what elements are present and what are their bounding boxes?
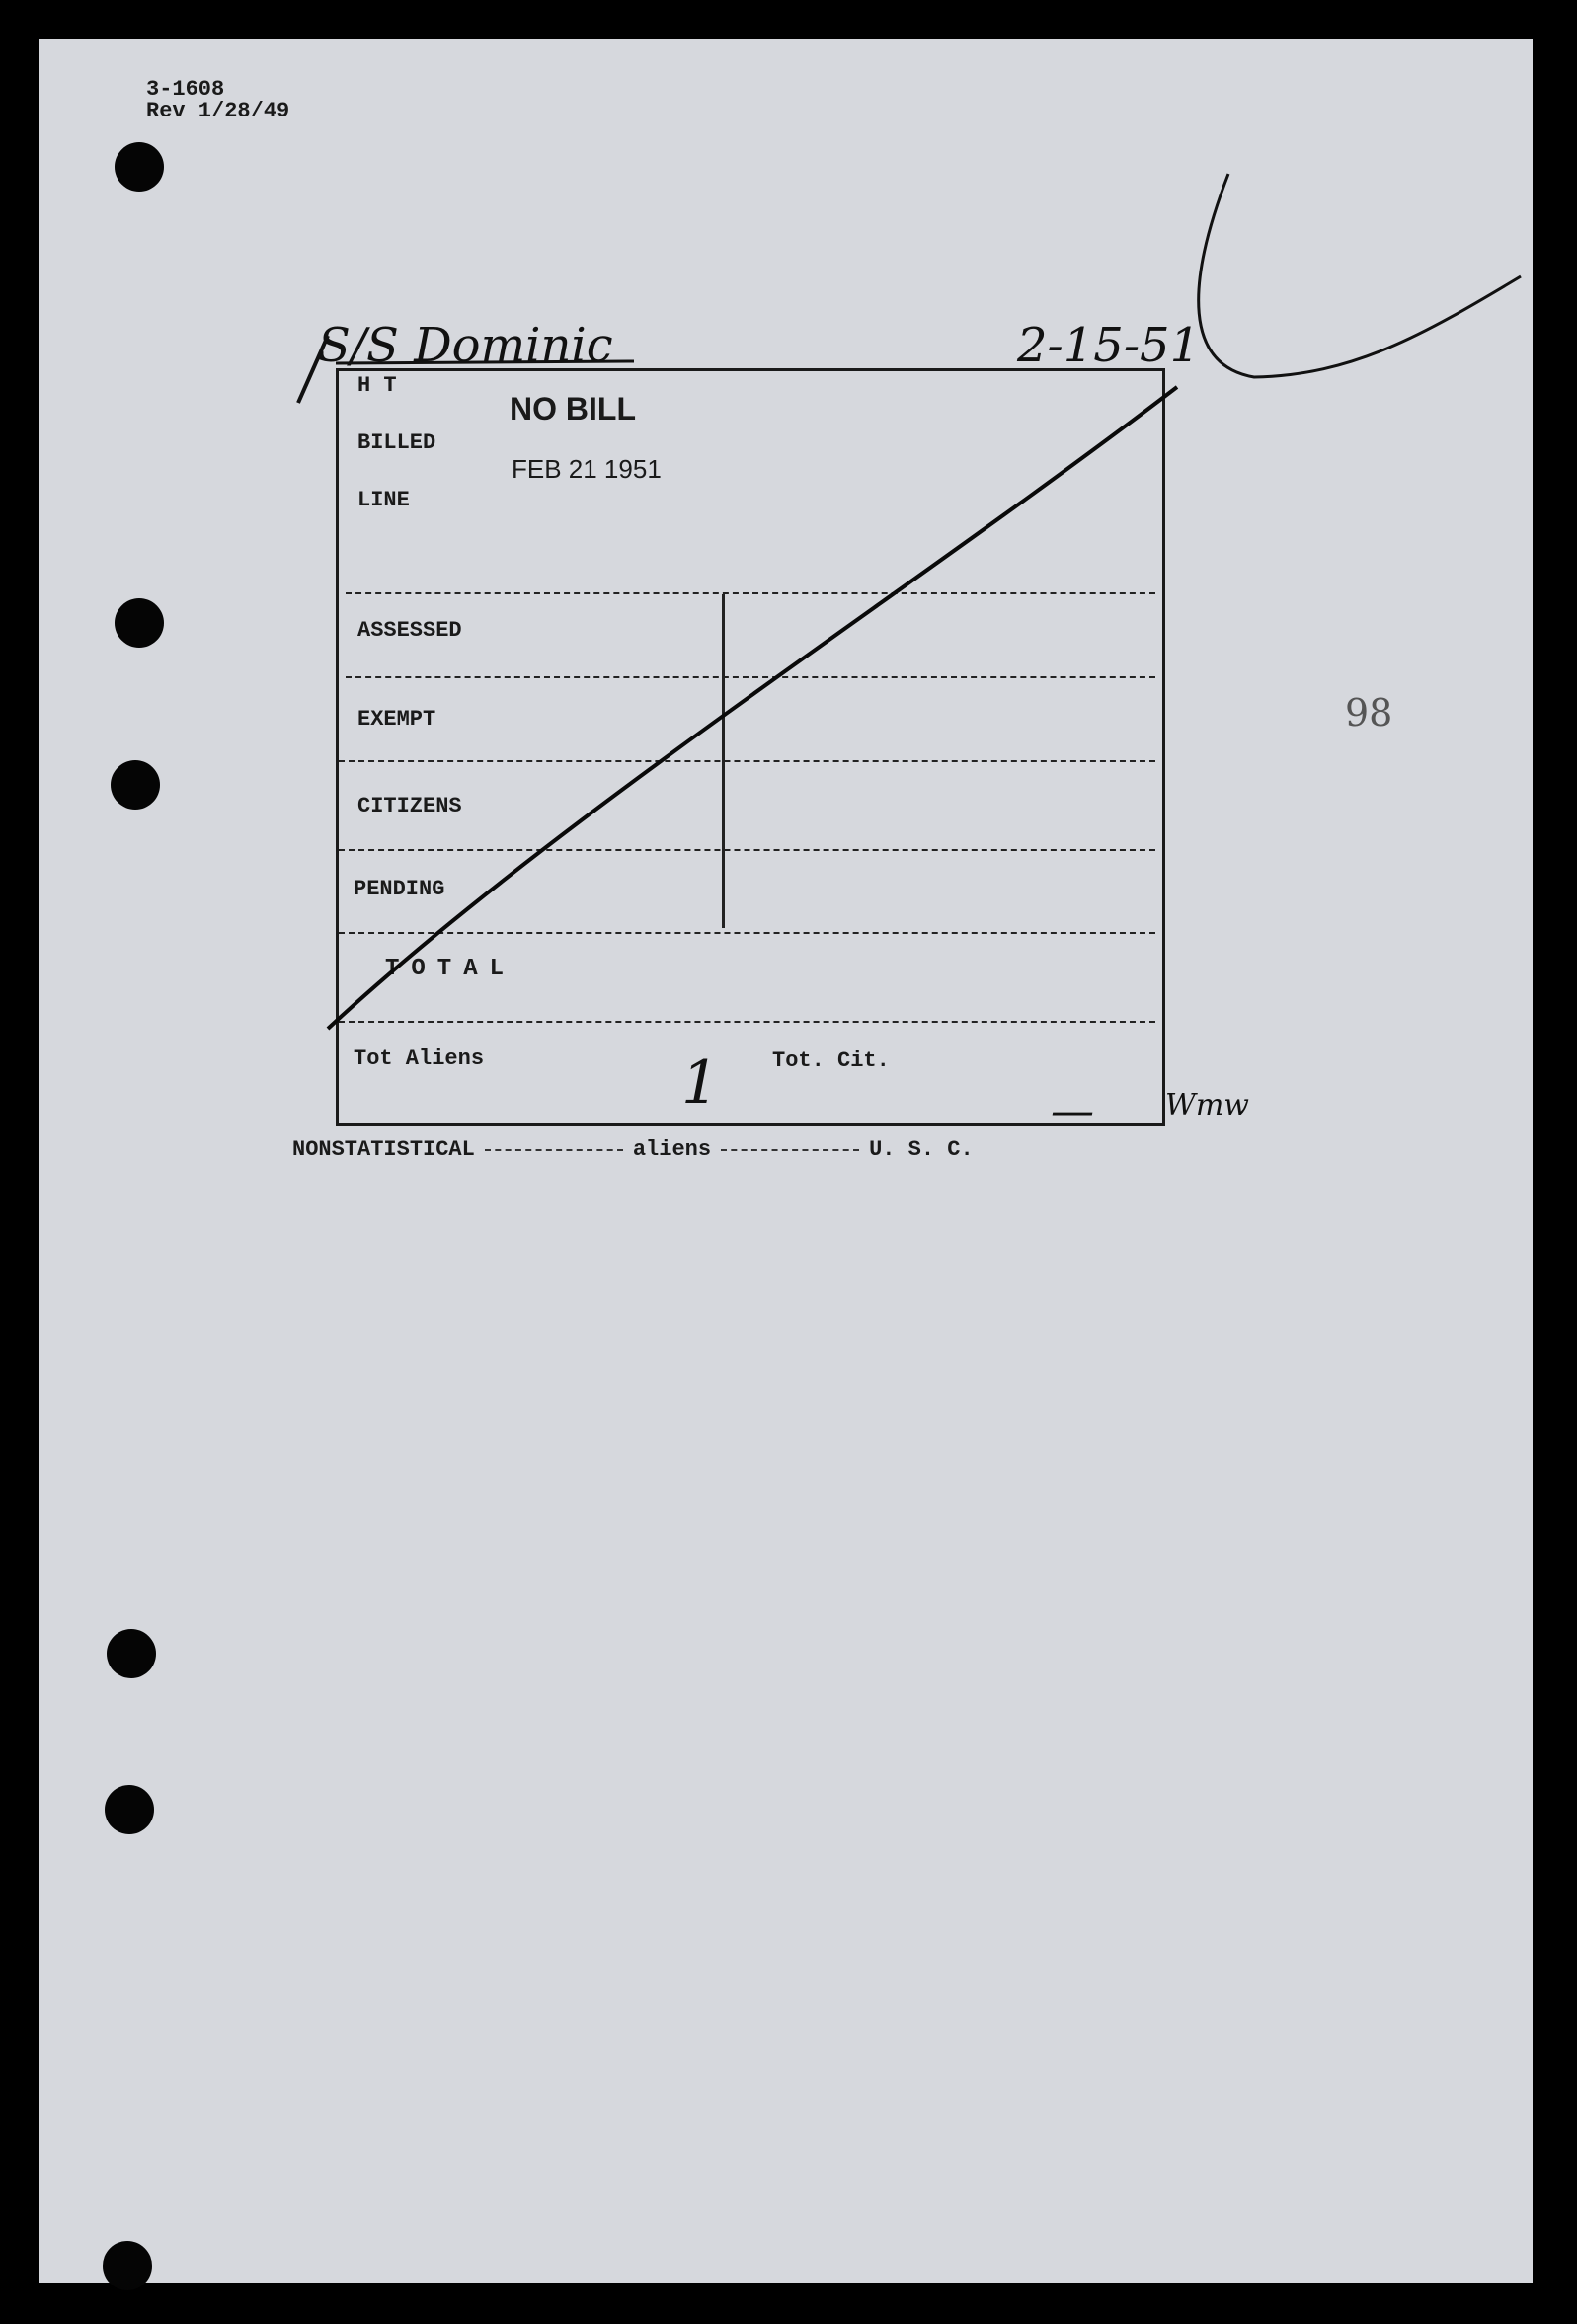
usc-label: U. S. C.	[869, 1137, 974, 1162]
line-label: LINE	[357, 488, 410, 512]
handwritten-date: 2-15-51	[1017, 318, 1201, 373]
form-revision: Rev 1/28/49	[146, 99, 290, 123]
form-number: 3-1608	[146, 77, 225, 102]
margin-number: 98	[1345, 691, 1393, 735]
stamp-date: FEB 21 1951	[512, 454, 662, 484]
vessel-underline	[336, 361, 634, 363]
row-pending: PENDING	[354, 877, 445, 901]
row-assessed: ASSESSED	[357, 618, 462, 643]
aliens-label: aliens	[632, 1137, 712, 1162]
row-exempt: EXEMPT	[357, 707, 436, 732]
handwritten-marks	[39, 39, 1533, 2283]
row-total: TOTAL	[385, 956, 516, 982]
check-mark	[1199, 174, 1521, 377]
ht-label: H T	[357, 373, 397, 398]
initials: Wmw	[1165, 1088, 1249, 1123]
tot-aliens-value: 1	[681, 1048, 720, 1118]
tot-aliens-label: Tot Aliens	[354, 1046, 485, 1071]
vessel-name: S/S Dominic	[318, 318, 613, 373]
billed-label: BILLED	[357, 430, 436, 455]
diagonal-cancel-line	[328, 387, 1177, 1029]
tot-cit-value: —	[1051, 1086, 1094, 1136]
no-bill-stamp: NO BILL	[510, 391, 636, 426]
slash-mark	[298, 336, 328, 403]
tot-cit-label: Tot. Cit.	[772, 1048, 890, 1073]
row-citizens: CITIZENS	[357, 794, 462, 818]
document-sheet	[39, 39, 1533, 2283]
nonstatistical-label: NONSTATISTICAL	[292, 1137, 475, 1162]
